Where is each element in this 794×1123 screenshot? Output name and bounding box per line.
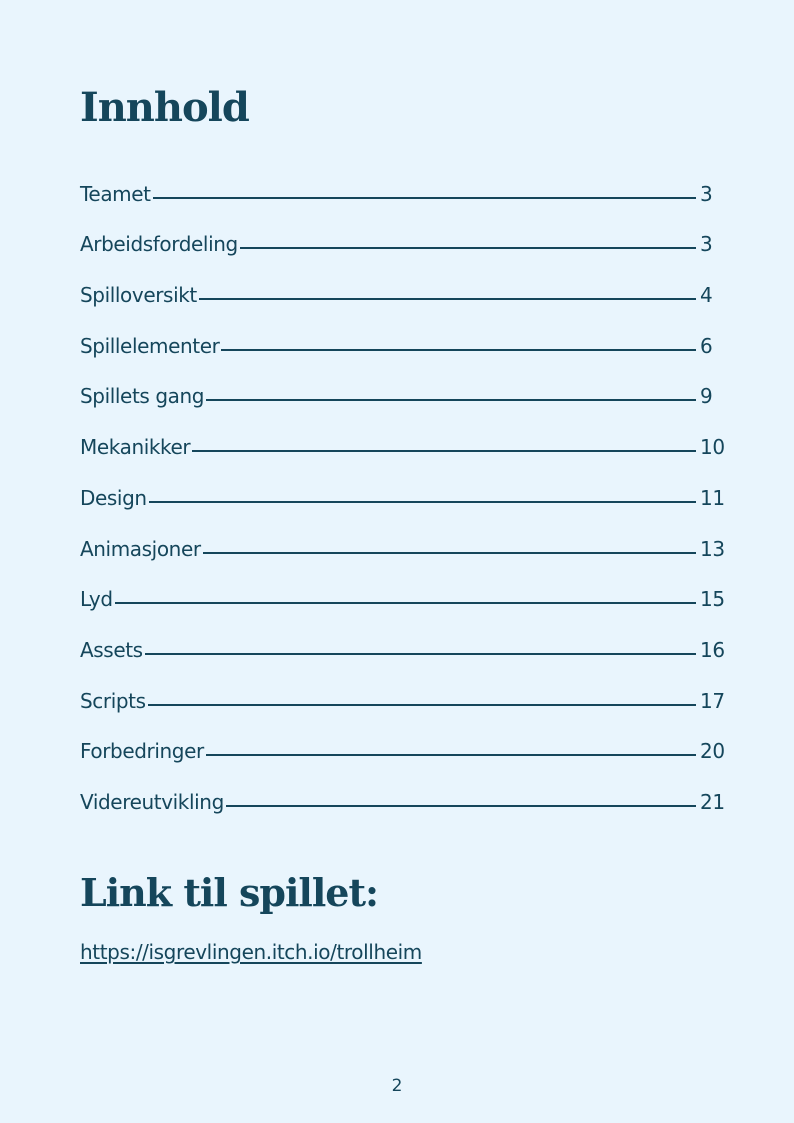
toc-entry-page: 16 [700, 637, 725, 662]
toc-leader-line [149, 501, 696, 503]
toc-entry-label: Mekanikker [80, 435, 191, 460]
toc-leader-line [115, 602, 696, 604]
toc-entry-label: Teamet [80, 181, 151, 206]
toc-entry-label: Spillelementer [80, 333, 220, 358]
toc-leader-line [203, 552, 696, 554]
toc-entry-spilloversikt[interactable] [80, 259, 732, 310]
toc-entry-mekanikker[interactable] [80, 411, 732, 462]
toc-entry-page: 17 [700, 688, 725, 713]
toc-leader-line [192, 450, 696, 452]
toc-entry-scripts[interactable] [80, 665, 732, 716]
toc-entry-page: 3 [700, 232, 713, 257]
page-number: 2 [391, 1076, 403, 1096]
toc-entry-label: Arbeidsfordeling [80, 232, 238, 257]
toc-entry-label: Assets [80, 637, 143, 662]
toc-leader-line [148, 704, 696, 706]
toc-entry-label: Forbedringer [80, 739, 204, 764]
toc-entry-page: 10 [700, 435, 725, 460]
toc-entry-page: 6 [700, 333, 713, 358]
toc-entry-assets[interactable] [80, 614, 732, 665]
toc-leader-line [199, 298, 696, 300]
toc-entry-label: Design [80, 485, 147, 510]
toc-entry-label: Scripts [80, 688, 146, 713]
toc-entry-page: 15 [700, 587, 725, 612]
toc-entry-page: 20 [700, 739, 725, 764]
toc-entry-label: Lyd [80, 587, 113, 612]
toc-entry-forbedringer[interactable] [80, 716, 732, 767]
toc-leader-line [206, 754, 696, 756]
toc-leader-line [221, 349, 696, 351]
toc-entry-animasjoner[interactable] [80, 513, 732, 564]
toc-leader-line [153, 197, 696, 199]
toc-entry-design[interactable] [80, 462, 732, 513]
toc-leader-line [206, 399, 696, 401]
toc-entry-lyd[interactable] [80, 564, 732, 615]
toc-entry-label: Videreutvikling [80, 789, 224, 814]
toc-heading: Innhold [80, 84, 249, 131]
toc-entry-spillets-gang[interactable] [80, 361, 732, 412]
toc-entry-videreutvikling[interactable] [80, 766, 732, 817]
toc-entry-page: 3 [700, 181, 713, 206]
toc-leader-line [226, 805, 696, 807]
toc-entry-page: 21 [700, 789, 725, 814]
toc-entry-page: 11 [700, 485, 725, 510]
toc-entry-teamet[interactable] [80, 158, 732, 209]
toc-leader-line [240, 247, 696, 249]
toc-entry-spillelementer[interactable] [80, 310, 732, 361]
toc-entry-arbeidsfordeling[interactable] [80, 209, 732, 260]
table-of-contents [80, 158, 732, 817]
toc-leader-line [145, 653, 696, 655]
toc-entry-label: Animasjoner [80, 536, 201, 561]
toc-entry-page: 9 [700, 384, 713, 409]
link-section-heading: Link til spillet: [80, 870, 379, 915]
game-link[interactable]: https://isgrevlingen.itch.io/trollheim [80, 940, 422, 964]
toc-entry-label: Spillets gang [80, 384, 205, 409]
toc-entry-label: Spilloversikt [80, 283, 197, 308]
toc-entry-page: 13 [700, 536, 725, 561]
toc-entry-page: 4 [700, 283, 713, 308]
